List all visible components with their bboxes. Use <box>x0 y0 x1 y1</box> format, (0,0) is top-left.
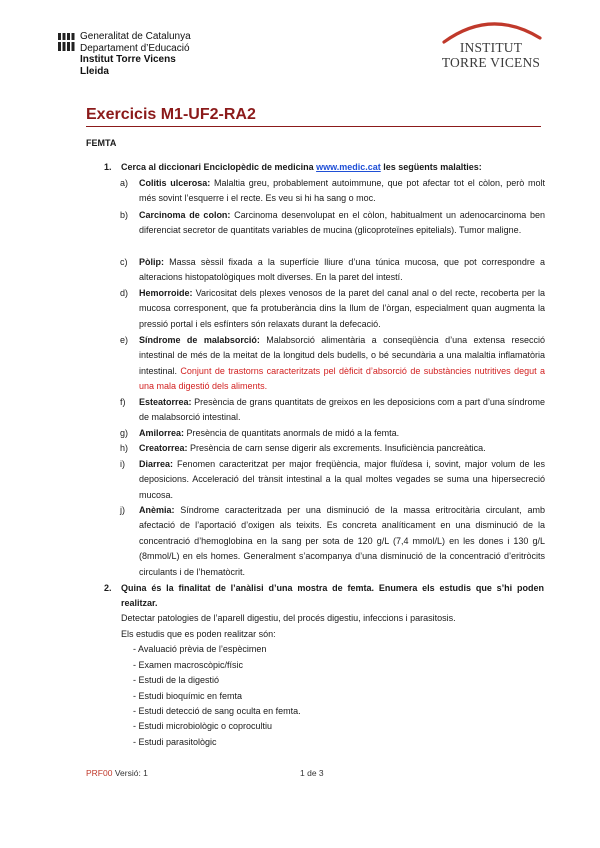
answer-paragraph: Els estudis que es poden realitzar són: <box>121 629 276 639</box>
logo-line-2: TORRE VICENS <box>441 55 541 70</box>
answer-paragraph: Detectar patologies de l’aparell digestiu, del procés digestiu, infeccions i parasitosis. <box>121 613 456 623</box>
generalitat-header-text <box>80 31 191 77</box>
institut-logo-text <box>436 40 546 70</box>
gen-line-2: Departament d’Educació <box>80 42 190 54</box>
page-title: Exercicis M1-UF2-RA2 <box>86 106 256 123</box>
gen-line-3: Institut Torre Vicens <box>80 54 176 65</box>
document-page: Generalitat de Catalunya Departament d’Educació Institut Torre Vicens Lleida INSTITUT TORRE VICENS Exercicis M1-UF2-RA2 FEMTA 1. Cerca al diccionari Enciclopèdic de medicina www.medic.cat les següents malalties: a) Colitis ulcerosa: Malaltia greu, probablement autoimmune, que pot afectar tot el còlon, però molt més sovint l’esquerre i el recte. Es veu si hi ha sang o moc. b) Carcinoma de colon: Carcinoma desenvolupat en el còlon, habitualment un adenocarcinoma ben diferenciat secretor de quantitats variables de mucina (glicoproteïnes epitelials). Tumor maligne. c) Pòlip: Massa sèssil fixada a la superfície lliure d’una túnica mucosa, que pot correspondre a alteracions histopatològiques molt diverses. En la paret del intestí. d) Hemorroide: Varicositat dels plexes venosos de la paret del canal anal o del recte, recoberta per la mucosa corresponent, que fa protuberància dins la llum de l’òrgan, especialment quan augmenta la pressió portal i els esfínters són relaxats durant la defecació. e) Síndrome de malabsorció: Malabsorció alimentària a conseqüència d’una extensa resecció intestinal de més de la meitat de la longitud dels budells, o bé secundària a una malaltia inflamatòria intestinal. Conjunt de trastorns caracteritzats pel dèficit d’absorció de substàncies nutritives degut a una mala digestió dels aliments. f) Esteatorrea: Presència de grans quantitats de greixos en les deposicions com a part d’una síndrome de malabsorció intestinal. g) Amilorrea: Presència de quantitats anormals de midó a la femta. h) Creatorrea: Presència de carn sense digerir als excrements. Insuficiència pancreàtica. i) Diarrea: Fenomen caracteritzat per major freqüència, major fluïdesa i, sovint, major volum de les deposicions. Acceleració del trànsit intestinal a la qual moltes vegades se suma una hipersecreció mucosa. j) Anèmia: Síndrome caracteritzada per una disminució de la massa eritrocitària circulant, amb afectació de l’aportació d’oxigen als teixits. Es concreta analíticament en una disminució de la concentració d’hemoglobina en la sang per sota de 120 g/L (7,4 mmol/L) en les dones i 130 g/L (8mmol/L) en els homes. Generalment s’acompanya d’una disminució de la concentració d’eritròcits circulants i de l’hematòcrit. 2. Quina és la finalitat de l’anàlisi d’una mostra de femta. Enumera els estudis que s’hi poden realitzar. Detectar patologies de l’aparell digestiu, del procés digestiu, infeccions i parasitosis. Els estudis que es poden realitzar són: - Avaluació prèvia de l’espècimen - Examen macroscòpic/físic - Estudi de la digestió - Estudi bioquímic en femta - Estudi detecció de sang oculta en femta. - Estudi microbiològic o coprocultiu - Estudi parasitològic PRF00 Versió: 1 1 de 3 <box>0 0 600 848</box>
page-number: 1 de 3 <box>300 768 324 778</box>
institut-logo <box>436 16 546 72</box>
list-item: - Estudi parasitològic <box>133 737 217 747</box>
question-number: 1. <box>104 162 112 172</box>
list-item: - Examen macroscòpic/físic <box>133 660 244 670</box>
list-item: - Estudi microbiològic o coprocultiu <box>133 721 273 731</box>
generalitat-logo-icon <box>57 32 75 52</box>
list-item: - Estudi detecció de sang oculta en femta. <box>133 706 301 716</box>
footer-code: PRF00 <box>86 768 113 778</box>
highlight-text: Conjunt de trastorns caracteritzats pel dèficit d’absorció de substàncies nutritives degut a una mala digestió dels aliments. <box>139 365 545 392</box>
list-item: - Estudi de la digestió <box>133 675 220 685</box>
title-divider <box>86 126 541 127</box>
footer-version: PRF00 Versió: 1 <box>86 768 148 778</box>
question-text: Quina és la finalitat de l’anàlisi d’una mostra de femta. Enumera els estudis que s’hi poden realitzar. <box>121 583 544 609</box>
medic-link[interactable]: www.medic.cat <box>316 162 381 172</box>
logo-line-1: INSTITUT <box>459 40 523 55</box>
question-text: Cerca al diccionari Enciclopèdic de medicina www.medic.cat les següents malalties: <box>121 162 482 172</box>
section-label: FEMTA <box>86 138 117 148</box>
list-item: - Avaluació prèvia de l’espècimen <box>133 644 267 654</box>
question-number: 2. <box>104 583 112 593</box>
list-item: - Estudi bioquímic en femta <box>133 691 243 701</box>
gen-line-1: Generalitat de Catalunya <box>80 31 191 42</box>
gen-line-4: Lleida <box>80 65 109 77</box>
